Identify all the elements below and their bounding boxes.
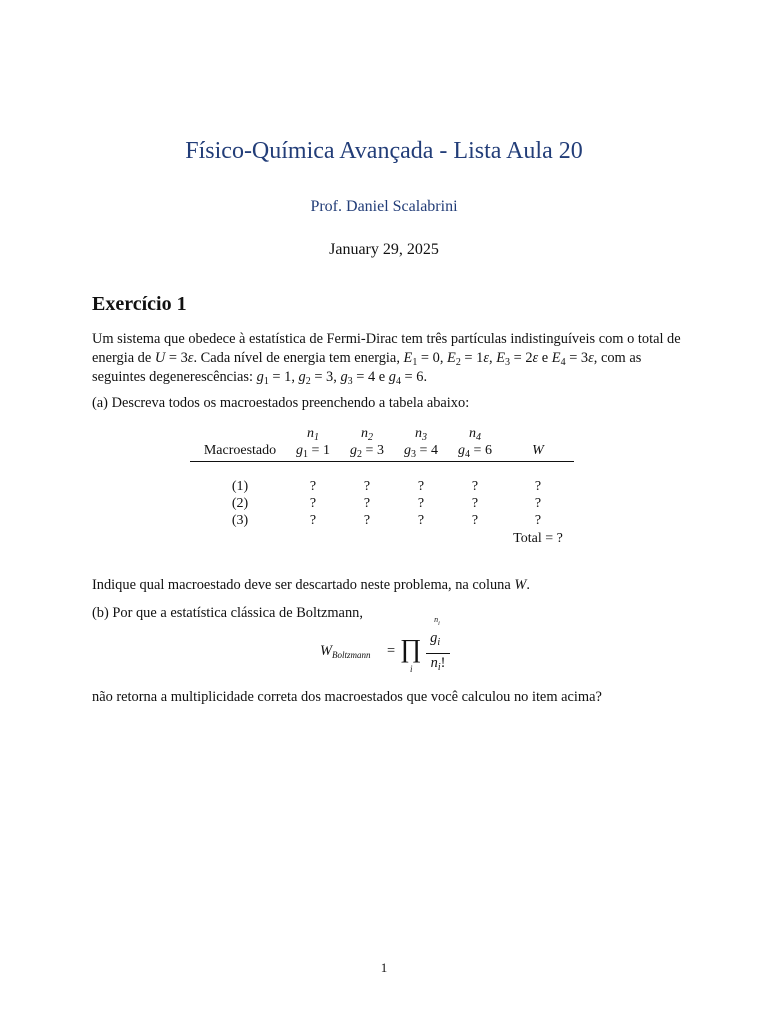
row-label: (3) [231, 513, 249, 528]
table-cell: ? [471, 513, 479, 528]
header-w: W [532, 443, 544, 458]
table-rule [190, 461, 574, 462]
header-n2: $n_2$ [361, 426, 373, 443]
table-total: Total = ? [513, 531, 563, 546]
document-author: Prof. Daniel Scalabrini [310, 198, 458, 215]
table-cell: ? [417, 496, 425, 511]
document-date: January 29, 2025 [329, 241, 439, 258]
header-g3: $g_3 = 4$ [404, 443, 438, 460]
formula-equals: = [387, 643, 396, 659]
table-row [190, 513, 574, 531]
part-b-question: não retorna a multiplicidade correta dos macroestados que você calculou no item acima? [92, 689, 602, 705]
table-header-g [190, 443, 574, 461]
part-a-prompt: (a) Descreva todos os macroestados preenchendo a tabela abaixo: [92, 395, 470, 411]
header-macroestado: Macroestado [203, 443, 277, 458]
table-cell: ? [363, 513, 371, 528]
table-cell: ? [417, 513, 425, 528]
row-label: (2) [231, 496, 249, 511]
table-cell: ? [363, 479, 371, 494]
discard-instruction: Indique qual macroestado deve ser descartado neste problema, na coluna W. [92, 577, 530, 593]
product-index: i [410, 664, 413, 674]
table-cell: ? [309, 496, 317, 511]
document-title: Físico-Química Avançada - Lista Aula 20 [185, 138, 583, 164]
table-cell: ? [534, 513, 542, 528]
page-number: 1 [380, 960, 388, 975]
intro-paragraph: Um sistema que obedece à estatística de Fermi-Dirac tem três partículas indistinguíveis com o total de energia de U = 3ε. Cada nível de energia tem energia, $E_1 = 0$, $E_2 = 1\varepsilon$, $E_3 = 2\varepsilon$ e $E_4 = 3\varepsilon$, com as seguintes degenerescências: $g_1 = 1$, $g_2 = 3$, $g_3 = 4$ e $g_4 = 6$. [92, 331, 681, 387]
section-heading: Exercício 1 [92, 293, 187, 315]
header-n1: $n_1$ [307, 426, 319, 443]
table-row [190, 479, 574, 497]
formula-lhs: $W_{Boltzmann}$ [320, 643, 371, 660]
table-cell: ? [417, 479, 425, 494]
table-cell: ? [309, 479, 317, 494]
table-header-n [190, 426, 574, 444]
table-cell: ? [471, 496, 479, 511]
table-cell: ? [534, 479, 542, 494]
table-row [190, 496, 574, 514]
formula-numerator: $g_i^{n_i}$ [430, 615, 441, 648]
header-g1: $g_1 = 1$ [296, 443, 330, 460]
table-cell: ? [309, 513, 317, 528]
header-n3: $n_3$ [415, 426, 427, 443]
table-cell: ? [471, 479, 479, 494]
part-b-prompt: (b) Por que a estatística clássica de Boltzmann, [92, 605, 363, 621]
header-n4: $n_4$ [469, 426, 481, 443]
boltzmann-formula [320, 615, 480, 678]
header-g2: $g_2 = 3$ [350, 443, 384, 460]
table-cell: ? [534, 496, 542, 511]
row-label: (1) [231, 479, 249, 494]
product-symbol: ∏ [400, 634, 422, 663]
formula-denominator: $n_i$! [430, 655, 446, 673]
header-g4: $g_4 = 6$ [458, 443, 492, 460]
table-cell: ? [363, 496, 371, 511]
fraction-bar [426, 653, 450, 654]
